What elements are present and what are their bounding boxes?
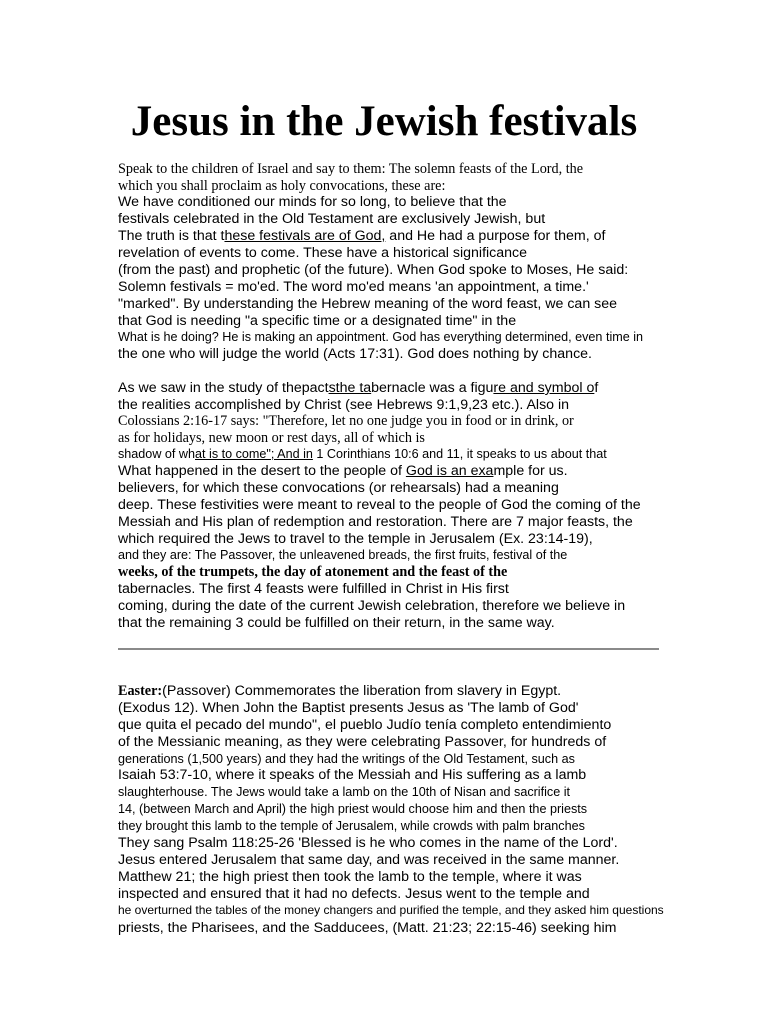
p2-line-11: and they are: The Passover, the unleavened breads, the first fruits, festival of the <box>118 548 568 562</box>
intro-line-4: festivals celebrated in the Old Testament are exclusively Jewish, but <box>118 211 546 227</box>
intro-line-5-a: The truth is that t <box>118 228 225 244</box>
intro-line-2: which you shall proclaim as holy convocations, these are: <box>118 178 446 194</box>
horizontal-divider <box>118 648 659 650</box>
easter-line-13: inspected and ensured that it had no defects. Jesus went to the temple and <box>118 886 590 902</box>
p2-line-14: coming, during the date of the current Jewish celebration, therefore we believe in <box>118 598 626 614</box>
p2-line-3: Colossians 2:16-17 says: "Therefore, let no one judge you in food or in drink, or <box>118 413 574 429</box>
intro-line-3: We have conditioned our minds for so long, to believe that the <box>118 194 507 210</box>
intro-line-6: revelation of events to come. These have a historical significance <box>118 245 528 261</box>
easter-line-14: he overturned the tables of the money changers and purified the temple, and they asked him questions <box>118 903 664 917</box>
easter-line-6: Isaiah 53:7-10, where it speaks of the Messiah and His suffering as a lamb <box>118 767 587 783</box>
easter-line-5: generations (1,500 years) and they had the writings of the Old Testament, such as <box>118 752 575 766</box>
intro-line-5-underlined: hese festivals are of God, <box>224 228 386 244</box>
intro-line-5-c: and He had a purpose for them, of <box>385 228 606 244</box>
p2-line-15: that the remaining 3 could be fulfilled on their return, in the same way. <box>118 615 555 631</box>
p2-line-12: weeks, of the trumpets, the day of atonement and the feast of the <box>118 564 508 580</box>
intro-line-11: What is he doing? He is making an appointment. God has everything determined, even time in <box>118 330 644 344</box>
easter-line-2: (Exodus 12). When John the Baptist presents Jesus as 'The lamb of God' <box>118 700 579 716</box>
page-title: Jesus in the Jewish festivals <box>130 98 638 145</box>
p2-line-5 <box>118 446 607 463</box>
easter-line-15: priests, the Pharisees, and the Sadducees, (Matt. 21:23; 22:15-46) seeking him <box>118 920 617 936</box>
p2-line-1-e: f <box>594 380 599 396</box>
p2-line-1-underlined-1: sthe ta <box>328 380 372 396</box>
easter-line-1 <box>118 683 561 700</box>
p2-line-8: deep. These festivities were meant to reveal to the people of God the coming of the <box>118 497 641 513</box>
easter-line-7: slaughterhouse. The Jews would take a lamb on the 10th of Nisan and sacrifice it <box>118 785 571 799</box>
p2-line-5-a: shadow of wh <box>118 447 196 461</box>
p2-line-6 <box>118 463 568 480</box>
intro-line-7: (from the past) and prophetic (of the future). When God spoke to Moses, He said: <box>118 262 629 278</box>
p2-line-6-a: What happened in the desert to the people of <box>118 463 406 479</box>
p2-line-7: believers, for which these convocations (or rehearsals) had a meaning <box>118 480 559 496</box>
p2-line-6-underlined: God is an exa <box>405 463 494 479</box>
intro-line-9: "marked". By understanding the Hebrew meaning of the word feast, we can see <box>118 296 618 312</box>
easter-line-3: que quita el pecado del mundo", el pueblo Judío tenía completo entendimiento <box>118 717 612 733</box>
p2-line-1 <box>118 380 598 397</box>
p2-line-10: which required the Jews to travel to the temple in Jerusalem (Ex. 23:14-19), <box>118 531 593 547</box>
p2-line-1-c: bernacle was a figu <box>371 380 494 396</box>
intro-line-10: that God is needing "a specific time or a designated time" in the <box>118 313 517 329</box>
p2-line-4: as for holidays, new moon or rest days, all of which is <box>118 430 425 446</box>
easter-line-8: 14, (between March and April) the high priest would choose him and then the priests <box>118 802 588 816</box>
easter-line-12: Matthew 21; the high priest then took the lamb to the temple, where it was <box>118 869 582 885</box>
p2-line-13: tabernacles. The first 4 feasts were fulfilled in Christ in His first <box>118 581 509 597</box>
p2-line-5-underlined: at is to come"; And in <box>195 447 313 461</box>
p2-line-9: Messiah and His plan of redemption and restoration. There are 7 major feasts, the <box>118 514 633 530</box>
easter-line-9: they brought this lamb to the temple of Jerusalem, while crowds with palm branches <box>118 819 585 833</box>
intro-line-1: Speak to the children of Israel and say to them: The solemn feasts of the Lord, the <box>118 161 584 177</box>
easter-line-4: of the Messianic meaning, as they were celebrating Passover, for hundreds of <box>118 734 607 750</box>
easter-heading: Easter: <box>118 683 163 699</box>
intro-line-8: Solemn festivals = mo'ed. The word mo'ed means 'an appointment, a time.' <box>118 279 589 295</box>
easter-line-1-text: (Passover) Commemorates the liberation from slavery in Egypt. <box>162 683 562 699</box>
easter-line-10: They sang Psalm 118:25-26 'Blessed is he who comes in the name of the Lord'. <box>118 835 618 851</box>
p2-line-6-c: mple for us. <box>493 463 568 479</box>
p2-line-1-a: As we saw in the study of thepact <box>118 380 329 396</box>
intro-line-12: the one who will judge the world (Acts 17:31). God does nothing by chance. <box>118 346 592 362</box>
p2-line-2: the realities accomplished by Christ (see Hebrews 9:1,9,23 etc.). Also in <box>118 397 570 413</box>
p2-line-1-underlined-2: re and symbol o <box>493 380 595 396</box>
easter-line-11: Jesus entered Jerusalem that same day, and was received in the same manner. <box>118 852 620 868</box>
p2-line-5-c: 1 Corinthians 10:6 and 11, it speaks to us about that <box>312 447 607 461</box>
intro-line-5 <box>118 228 605 245</box>
